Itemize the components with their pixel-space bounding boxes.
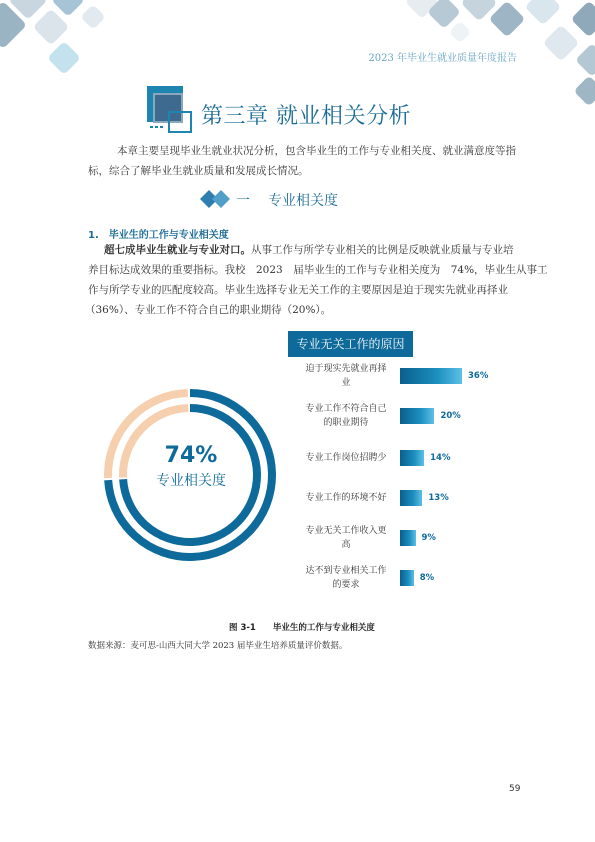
bar-value-label: 14% (430, 453, 451, 463)
bar-category-label (298, 451, 394, 465)
bar-value-label: 20% (440, 411, 461, 421)
bar-value-label: 36% (468, 371, 489, 381)
bar-category-label-line: 专业工作不符合自己 (305, 404, 387, 414)
bar (400, 408, 434, 424)
bar-chart-title: 专业无关工作的原因 (288, 331, 413, 357)
intro-line-2: 标，综合了解毕业生就业质量和发展成长情况。 (88, 165, 309, 177)
body-line-2: 养目标达成效果的重要指标。我校 2023 届毕业生的工作与专业相关度为 74%，毕业生从事工 (88, 264, 548, 276)
bar (400, 368, 462, 384)
bar (400, 450, 424, 466)
bar-category-label (298, 491, 394, 505)
bar-category-label-line: 专业工作的环境不好 (305, 493, 387, 503)
bar-category-label-line: 迫于现实先就业再择 (305, 364, 387, 374)
bar-category-label-line: 专业工作岗位招聘少 (305, 453, 387, 463)
bar-value-label: 8% (419, 573, 435, 583)
bar-category-label (298, 564, 394, 592)
section-number: 一 (236, 193, 250, 209)
page-number: 59 (509, 784, 521, 794)
chapter-title: 第三章 就业相关分析 (201, 104, 411, 129)
chapter-icon (144, 84, 196, 136)
intro-line-1: 本章主要呈现毕业生就业状况分析，包含毕业生的工作与专业相关度、就业满意度等指 (117, 145, 516, 157)
body-line-3: 作与所学专业的匹配度较高。毕业生选择专业无关工作的主要原因是迫于现实先就业再择业 (88, 284, 508, 296)
bar-category-label-line: 业 (341, 378, 351, 388)
bar-category-label-line: 的要求 (332, 580, 360, 590)
bar-category-label-line: 专业无关工作收入更 (305, 526, 387, 536)
bar-category-label-line: 达不到专业相关工作 (305, 566, 387, 576)
section-title (236, 190, 338, 210)
bar-value-label: 13% (428, 493, 449, 503)
subsection-title: 1. 毕业生的工作与专业相关度 (88, 230, 229, 241)
bar (400, 490, 422, 506)
bar-category-label-line: 的职业期待 (323, 418, 369, 428)
section-diamond-icon (198, 188, 232, 210)
donut-value-label: 74% (164, 443, 218, 468)
report-header-title: 2023 年毕业生就业质量年度报告 (368, 53, 517, 64)
body-line-4: （36%）、专业工作不符合自己的职业期待（20%）。 (85, 304, 332, 316)
bar-category-label (298, 362, 394, 390)
bar-category-label (298, 402, 394, 430)
bar (400, 530, 416, 546)
bar-value-label: 9% (421, 533, 436, 543)
bar (400, 570, 414, 586)
section-title-text: 专业相关度 (268, 193, 338, 209)
body-lead-bold: 超七成毕业生就业与专业对口。 (104, 244, 251, 256)
data-source-note: 数据来源：麦可思-山西大同大学 2023 届毕业生培养质量评价数据。 (88, 641, 348, 651)
bar-category-label-line: 高 (341, 540, 351, 550)
body-line-1-rest: 从事工作与所学专业相关的比例是反映就业质量与专业培 (251, 244, 514, 256)
bar-category-label (298, 524, 394, 552)
figure-caption: 图 3-1 毕业生的工作与专业相关度 (229, 623, 375, 633)
donut-center-label: 专业相关度 (156, 473, 226, 489)
body-line-1 (104, 240, 514, 260)
